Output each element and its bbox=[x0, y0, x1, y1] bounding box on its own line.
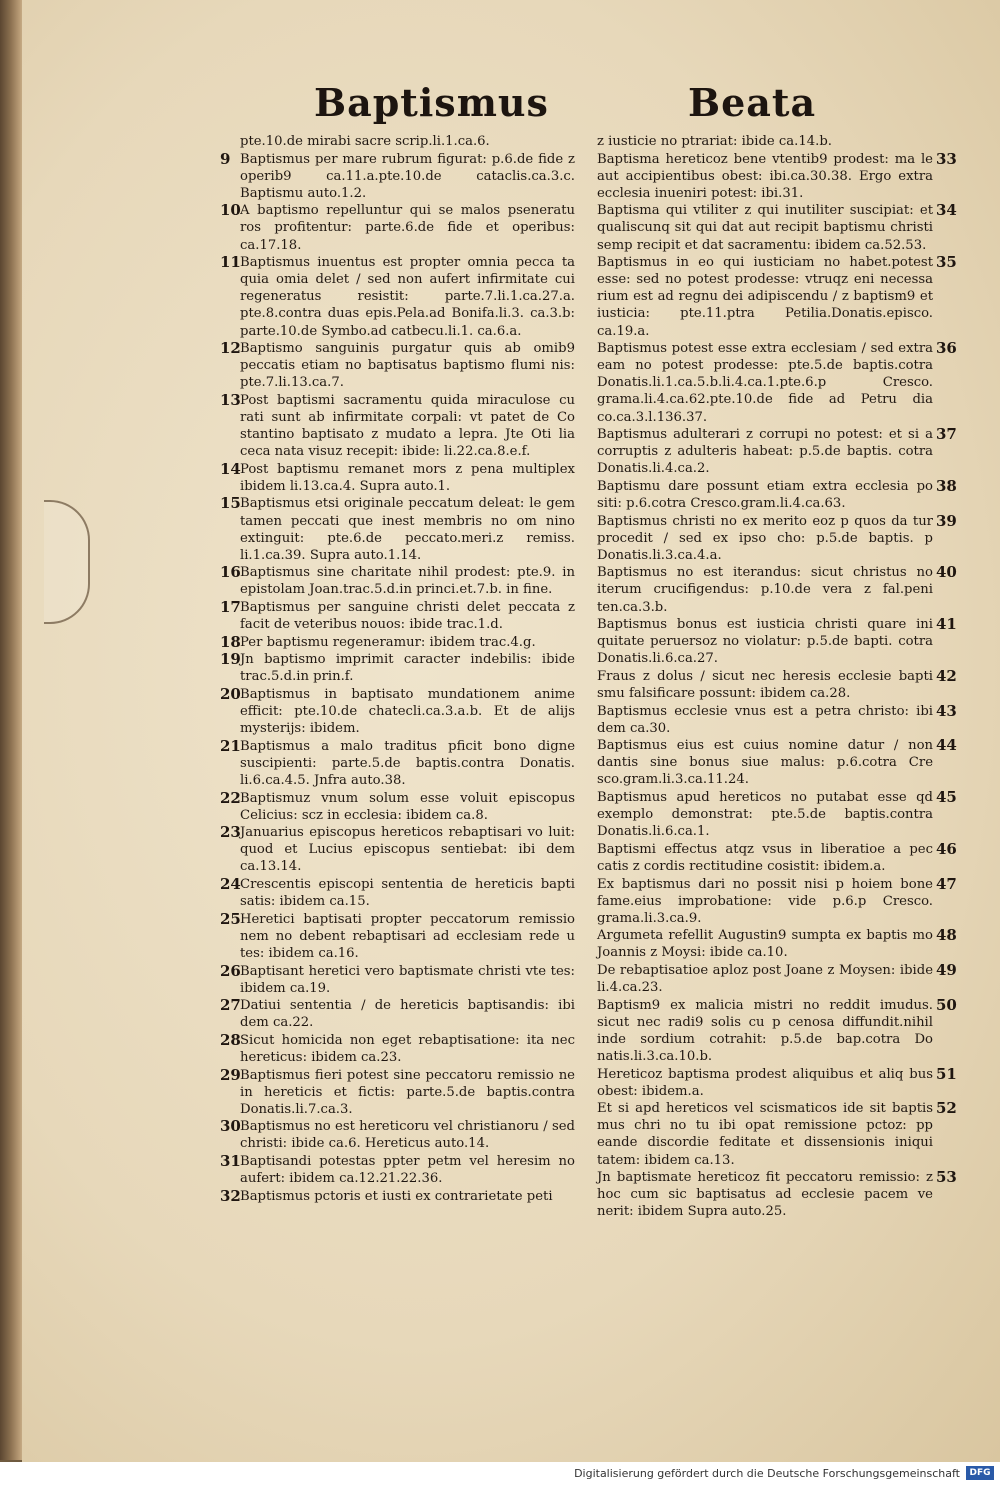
index-entry bbox=[597, 788, 957, 840]
index-entry bbox=[597, 874, 957, 927]
entry-number: 24 bbox=[220, 875, 241, 894]
index-entry bbox=[220, 1186, 575, 1205]
index-entry bbox=[220, 253, 575, 339]
entry-text: Baptismus in baptisato mundationem anime efficit: pte.10.de chatecli.ca.3.a.b. Et de alijs mysterijs: ibidem. bbox=[240, 687, 575, 737]
dfg-logo: DFG bbox=[966, 1466, 994, 1480]
index-entry bbox=[220, 788, 575, 824]
index-entry bbox=[220, 1152, 575, 1187]
index-entry bbox=[220, 459, 575, 495]
entry-text: De rebaptisatioe aploz post Joane z Moysen: ibide li.4.ca.23. bbox=[597, 963, 933, 996]
entry-number: 33 bbox=[936, 149, 957, 168]
index-entry bbox=[240, 133, 575, 150]
index-entry bbox=[220, 875, 575, 910]
entry-text: Baptismus per sanguine christi delet peccata z facit de veteribus nouos: ibide trac.1.d. bbox=[240, 600, 575, 633]
entry-text: Hereticoz baptisma prodest aliquibus et aliq bus obest: ibidem.a. bbox=[597, 1066, 933, 1099]
index-entry bbox=[597, 1064, 957, 1100]
entry-text: Baptismus fieri potest sine peccatoru remissio ne in hereticis et fictis: parte.5.de baptis.contra Donatis.li.7.ca.3. bbox=[240, 1067, 575, 1117]
entry-text: Crescentis episcopi sententia de hereticis bapti satis: ibidem ca.15. bbox=[240, 877, 575, 910]
entry-text: Baptisma qui vtiliter z qui inutiliter suscipiat: et qualiscunq sit qui dat aut recipit baptismu christi semp recipit et dat sacramentu: ibidem ca.52.53. bbox=[597, 203, 933, 253]
entry-number: 10 bbox=[220, 201, 241, 220]
index-entry bbox=[597, 511, 957, 564]
entry-number: 46 bbox=[936, 839, 957, 858]
index-entry bbox=[597, 1168, 957, 1220]
entry-number: 23 bbox=[220, 823, 241, 842]
index-entry bbox=[220, 390, 575, 460]
entry-number: 27 bbox=[220, 996, 241, 1015]
index-entry bbox=[597, 201, 957, 253]
index-entry bbox=[220, 494, 575, 563]
index-entry bbox=[220, 996, 575, 1031]
index-entry bbox=[597, 736, 957, 788]
entry-number: 40 bbox=[936, 563, 957, 582]
running-head-right: Beata bbox=[688, 80, 817, 125]
entry-number: 39 bbox=[936, 511, 957, 530]
entry-text: Baptismus inuentus est propter omnia pecca ta quia omia delet / sed non aufert infirmitate cui regeneratus resistit: parte.7.li.1.ca.27.a. pte.8.contra duas epis.Pela.ad Bonifa.li.3. ca.3.b: parte.10.de Symbo.ad catbecu.li.1. ca.6.a. bbox=[240, 255, 575, 339]
entry-number: 13 bbox=[220, 390, 241, 409]
entry-text: Post baptismi sacramentu quida miraculose cu rati sunt ab infirmitate corpali: vt patet de Co stantino baptisato z mudato a lepra. Jte Oti lia ceca nata visuz recepit: ibide: li.22.ca.8.e.f. bbox=[240, 392, 575, 460]
entry-number: 11 bbox=[220, 253, 241, 272]
entry-text: Baptismus a malo traditus pficit bono digne suscipienti: parte.5.de baptis.contra Donatis. li.6.ca.4.5. Jnfra auto.38. bbox=[240, 738, 575, 788]
entry-number: 48 bbox=[936, 926, 957, 945]
index-entry bbox=[597, 476, 957, 512]
left-column bbox=[220, 133, 575, 1205]
entry-number: 14 bbox=[220, 459, 241, 478]
entry-number: 25 bbox=[220, 909, 241, 928]
entry-text: Heretici baptisati propter peccatorum remissio nem no debent rebaptisari ad ecclesiam rede u tes: ibidem ca.16. bbox=[240, 911, 575, 961]
entry-text: Baptismus ecclesie vnus est a petra christo: ibi dem ca.30. bbox=[597, 703, 933, 736]
funding-notice: Digitalisierung gefördert durch die Deutsche Forschungsgemeinschaft bbox=[574, 1467, 960, 1480]
entry-text: Baptismi effectus atqz vsus in liberatioe a pec catis z cordis rectitudine cosistit: ibidem.a. bbox=[597, 841, 933, 874]
entry-text: Baptismus no est iterandus: sicut christus no iterum crucifigendus: p.10.de vera z fal.peni ten.ca.3.b. bbox=[597, 565, 933, 615]
entry-number: 52 bbox=[936, 1099, 957, 1118]
index-entry bbox=[597, 339, 957, 425]
entry-number: 21 bbox=[220, 736, 241, 755]
index-entry bbox=[220, 201, 575, 253]
index-entry bbox=[220, 632, 575, 651]
index-entry bbox=[220, 823, 575, 875]
index-entry bbox=[597, 995, 957, 1065]
entry-number: 22 bbox=[220, 788, 241, 807]
page-clip-mark bbox=[44, 500, 90, 624]
index-entry bbox=[597, 253, 957, 339]
index-entry bbox=[220, 961, 575, 997]
index-entry bbox=[220, 339, 575, 391]
entry-text: Fraus z dolus / sicut nec heresis ecclesie bapti smu falsificare possunt: ibidem ca.28. bbox=[597, 668, 933, 701]
entry-text: Baptismus apud hereticos no putabat esse qd exemplo demonstrat: pte.5.de baptis.contra Donatis.li.6.ca.1. bbox=[597, 790, 933, 840]
entry-number: 51 bbox=[936, 1064, 957, 1083]
index-entry bbox=[597, 666, 957, 702]
index-entry bbox=[597, 701, 957, 737]
entry-text: Baptismus christi no ex merito eoz p quos da tur procedit / sed ex ipso cho: p.5.de baptis. p Donatis.li.3.ca.4.a. bbox=[597, 513, 933, 563]
index-entry bbox=[220, 685, 575, 737]
running-head-left: Baptismus bbox=[314, 80, 549, 125]
index-entry bbox=[597, 149, 957, 202]
index-entry bbox=[220, 909, 575, 962]
index-entry bbox=[597, 839, 957, 875]
entry-text: Baptismuz vnum solum esse voluit episcopus Celicius: scz in ecclesia: ibidem ca.8. bbox=[240, 790, 575, 823]
index-entry bbox=[220, 563, 575, 598]
index-entry bbox=[597, 961, 957, 996]
entry-text: Post baptismu remanet mors z pena multiplex ibidem li.13.ca.4. Supra auto.1. bbox=[240, 461, 575, 494]
entry-text: Baptismus pctoris et iusti ex contrarietate peti bbox=[240, 1188, 553, 1204]
entry-number: 9 bbox=[220, 149, 231, 168]
entry-text: Et si apd hereticos vel scismaticos ide sit baptis mus chri no tu ibi opat remissione pctoz: pp eande discordie feditate et dissensionis iniqui tatem: ibidem ca.13. bbox=[597, 1101, 933, 1168]
index-entry bbox=[220, 598, 575, 633]
entry-number: 49 bbox=[936, 961, 957, 979]
entry-number: 12 bbox=[220, 339, 241, 358]
entry-number: 26 bbox=[220, 961, 241, 980]
index-entry bbox=[597, 1099, 957, 1168]
entry-number: 45 bbox=[936, 788, 957, 807]
entry-number: 34 bbox=[936, 201, 957, 220]
entry-text: Baptismu dare possunt etiam extra ecclesia po siti: p.6.cotra Cresco.gram.li.4.ca.63. bbox=[597, 478, 933, 511]
entry-number: 37 bbox=[936, 425, 957, 444]
entry-text: Baptismus adulterari z corrupi no potest: et si a corruptis z adulteris habeat: p.5.de baptis. cotra Donatis.li.4.ca.2. bbox=[597, 427, 933, 477]
right-column bbox=[597, 133, 957, 1221]
entry-text: A baptismo repelluntur qui se malos pseneratu ros profitentur: parte.6.de fide et operibus: ca.17.18. bbox=[240, 203, 575, 253]
entry-text: Baptismus no est hereticoru vel christianoru / sed christi: ibide ca.6. Hereticus auto.14. bbox=[240, 1119, 575, 1152]
entry-number: 17 bbox=[220, 598, 241, 617]
entry-text: Baptisandi potestas ppter petm vel heresim no aufert: ibidem ca.12.21.22.36. bbox=[240, 1154, 575, 1187]
entry-text: Baptismus potest esse extra ecclesiam / sed extra eam no potest prodesse: pte.5.de baptis.cotra Donatis.li.1.ca.5.b.li.4.ca.1.pte.6.p Cresco. grama.li.4.ca.62.pte.10.de fide ad Petru dia co.ca.3.l.136.37. bbox=[597, 341, 933, 425]
entry-text: Januarius episcopus hereticos rebaptisari vo luit: quod et Lucius episcopus sentiebat: ibi dem ca.13.14. bbox=[240, 825, 575, 875]
entry-text: Baptismo sanguinis purgatur quis ab omib9 peccatis etiam no baptisatus baptismo flumi nis: pte.7.li.13.ca.7. bbox=[240, 341, 575, 391]
entry-text: Ex baptismus dari no possit nisi p hoiem bone fame.eius improbatione: vide p.6.p Cresco. grama.li.3.ca.9. bbox=[597, 876, 933, 926]
entry-number: 50 bbox=[936, 995, 957, 1014]
entry-text: Baptismus eius est cuius nomine datur / non dantis sine bonus siue malus: p.6.cotra Cre sco.gram.li.3.ca.11.24. bbox=[597, 738, 933, 788]
entry-text: Per baptismu regeneramur: ibidem trac.4.g. bbox=[240, 634, 536, 650]
entry-text: Baptisma hereticoz bene vtentib9 prodest: ma le aut accipientibus obest: ibi.ca.30.38. Ergo extra ecclesia inueniri potest: ibi.31. bbox=[597, 151, 933, 201]
footer-bar bbox=[0, 1462, 1000, 1485]
index-entry bbox=[220, 650, 575, 685]
entry-text: Datiui sententia / de hereticis baptisandis: ibi dem ca.22. bbox=[240, 998, 575, 1031]
book-page bbox=[22, 0, 1000, 1462]
index-entry bbox=[597, 563, 957, 615]
entry-number: 19 bbox=[220, 650, 241, 669]
entry-text: Baptismus sine charitate nihil prodest: pte.9. in epistolam Joan.trac.5.d.in princi.et.7.b. in fine. bbox=[240, 565, 575, 598]
entry-text: pte.10.de mirabi sacre scrip.li.1.ca.6. bbox=[240, 134, 490, 149]
entry-text: Argumeta refellit Augustin9 sumpta ex baptis mo Joannis z Moysi: ibide ca.10. bbox=[597, 928, 933, 961]
entry-text: Baptismus bonus est iusticia christi quare ini quitate peruersoz no violatur: p.5.de bapti. cotra Donatis.li.6.ca.27. bbox=[597, 617, 933, 667]
entry-number: 44 bbox=[936, 736, 957, 755]
index-entry bbox=[597, 133, 933, 150]
entry-number: 42 bbox=[936, 666, 957, 685]
entry-text: Baptismus per mare rubrum figurat: p.6.de fide z operib9 ca.11.a.pte.10.de cataclis.ca.3.c. Baptismu auto.1.2. bbox=[240, 151, 575, 201]
entry-number: 36 bbox=[936, 339, 957, 358]
entry-number: 43 bbox=[936, 701, 957, 720]
entry-number: 18 bbox=[220, 632, 241, 651]
entry-text: Baptismus etsi originale peccatum deleat: le gem tamen peccati que inest membris no om nino extinguit: pte.6.de peccato.meri.z remiss. li.1.ca.39. Supra auto.1.14. bbox=[240, 496, 575, 563]
entry-text: Jn baptismo imprimit caracter indebilis: ibide trac.5.d.in prin.f. bbox=[240, 652, 575, 685]
entry-text: Baptism9 ex malicia mistri no reddit imudus. sicut nec radi9 solis cu p cenosa diffundit.nihil inde sordium cotrahit: p.5.de bap.cotra Do natis.li.3.ca.10.b. bbox=[597, 997, 933, 1064]
entry-number: 16 bbox=[220, 563, 241, 582]
index-entry bbox=[597, 615, 957, 667]
entry-number: 53 bbox=[936, 1168, 957, 1187]
index-entry bbox=[220, 736, 575, 789]
entry-number: 41 bbox=[936, 615, 957, 634]
entry-number: 35 bbox=[936, 253, 957, 272]
entry-number: 47 bbox=[936, 874, 957, 893]
index-entry bbox=[220, 1030, 575, 1066]
index-entry bbox=[220, 149, 575, 202]
entry-text: Sicut homicida non eget rebaptisatione: ita nec hereticus: ibidem ca.23. bbox=[240, 1032, 575, 1065]
entry-number: 31 bbox=[220, 1152, 241, 1171]
entry-text: Baptisant heretici vero baptismate christi vte tes: ibidem ca.19. bbox=[240, 963, 575, 996]
entry-number: 30 bbox=[220, 1117, 241, 1136]
entry-text: Jn baptismate hereticoz fit peccatoru remissio: z hoc cum sic baptisatus ad ecclesie pacem ve nerit: ibidem Supra auto.25. bbox=[597, 1170, 933, 1220]
index-entry bbox=[597, 425, 957, 477]
index-entry bbox=[220, 1065, 575, 1118]
entry-text: z iusticie no ptrariat: ibide ca.14.b. bbox=[597, 134, 832, 149]
entry-number: 28 bbox=[220, 1030, 241, 1049]
entry-text: Baptismus in eo qui iusticiam no habet.potest esse: sed no potest prodesse: vtruqz eni necessa rium est ad regnu dei adipiscendu / z baptism9 et iusticia: pte.11.ptra Petilia.Donatis.episco. ca.19.a. bbox=[597, 255, 933, 339]
entry-number: 20 bbox=[220, 685, 241, 703]
entry-number: 29 bbox=[220, 1065, 241, 1084]
entry-number: 38 bbox=[936, 476, 957, 495]
entry-number: 32 bbox=[220, 1186, 241, 1205]
entry-number: 15 bbox=[220, 494, 241, 513]
index-entry bbox=[220, 1117, 575, 1152]
index-entry bbox=[597, 926, 957, 961]
